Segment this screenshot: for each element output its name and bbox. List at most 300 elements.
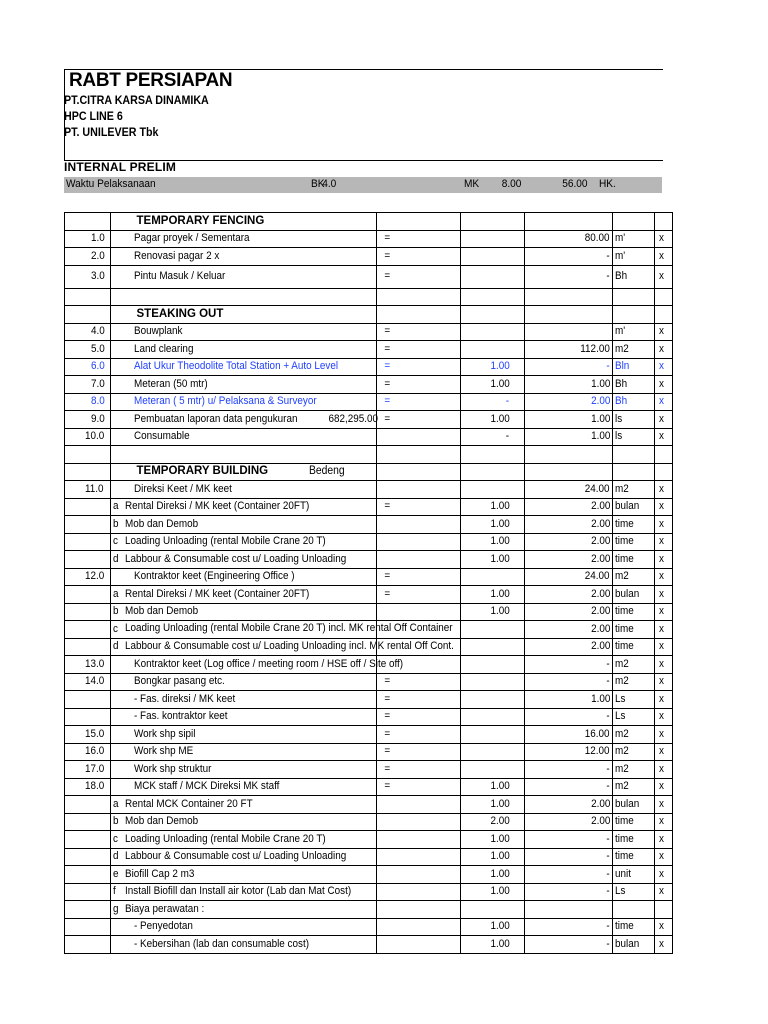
row-number-text: 9.0 <box>90 412 105 425</box>
row-qty <box>461 393 525 411</box>
row-value <box>525 673 613 691</box>
row-unit-text: m2 <box>615 762 629 775</box>
row-unit <box>613 376 655 394</box>
row-number <box>65 533 111 551</box>
row-qty-text: 1.00 <box>490 920 510 933</box>
table-row <box>65 796 673 814</box>
row-multiply <box>655 831 673 849</box>
row-qty <box>461 866 525 884</box>
row-unit-text: m' <box>615 249 626 262</box>
row-sub-letter-text: a <box>113 797 119 810</box>
row-value <box>525 743 613 761</box>
row-description <box>123 446 377 464</box>
row-unit-text: Bln <box>615 360 630 373</box>
row-multiply-text: x <box>659 640 664 653</box>
document-title: RABT PERSIAPAN <box>69 70 233 91</box>
row-description-text: Rental Direksi / MK keet (Container 20FT) <box>124 587 309 600</box>
row-unit <box>613 446 655 464</box>
row-number <box>65 586 111 604</box>
row-value <box>525 265 613 288</box>
row-description <box>123 708 377 726</box>
row-unit-text: m2 <box>615 570 629 583</box>
row-number <box>65 376 111 394</box>
row-value-text: - <box>606 850 610 863</box>
row-description-text: Land clearing <box>133 342 193 355</box>
row-description-text: Biofill Cap 2 m3 <box>124 867 194 880</box>
row-sub-letter <box>111 288 123 306</box>
row-multiply-text: x <box>659 727 664 740</box>
row-equals <box>377 936 461 954</box>
row-unit-text: unit <box>615 867 631 880</box>
row-multiply-text: x <box>659 430 664 443</box>
row-unit-text: Ls <box>615 710 626 723</box>
row-equals <box>377 393 461 411</box>
row-sub-letter-text: b <box>113 815 119 828</box>
row-value <box>525 568 613 586</box>
table-row <box>65 358 673 376</box>
row-qty <box>461 691 525 709</box>
row-number <box>65 288 111 306</box>
row-equals-text: = <box>384 249 391 262</box>
row-multiply <box>655 306 673 324</box>
row-unit-text: time <box>615 815 634 828</box>
row-value <box>525 726 613 744</box>
row-description <box>123 428 377 446</box>
row-sub-letter <box>111 656 123 674</box>
row-unit-text: Bh <box>615 395 628 408</box>
row-equals <box>377 516 461 534</box>
row-value <box>525 230 613 248</box>
row-description-text: Consumable <box>133 430 190 443</box>
row-unit <box>613 708 655 726</box>
row-multiply <box>655 883 673 901</box>
row-number <box>65 831 111 849</box>
row-unit <box>613 481 655 499</box>
row-equals <box>377 726 461 744</box>
row-number <box>65 726 111 744</box>
row-number-text: 18.0 <box>84 780 104 793</box>
row-multiply-text: x <box>659 360 664 373</box>
row-equals-text: = <box>384 325 391 338</box>
row-number <box>65 306 111 324</box>
table-row <box>65 516 673 534</box>
row-unit <box>613 603 655 621</box>
row-value <box>525 463 613 481</box>
row-number <box>65 621 111 639</box>
row-description-text: Install Biofill dan Install air kotor (Lab dan Mat Cost) <box>124 885 351 898</box>
row-unit-text: bulan <box>615 937 640 950</box>
row-sub-letter <box>111 603 123 621</box>
row-description-text: Rental MCK Container 20 FT <box>124 797 253 810</box>
row-description <box>123 248 377 266</box>
table-row <box>65 586 673 604</box>
row-multiply <box>655 796 673 814</box>
row-number <box>65 516 111 534</box>
row-description <box>123 568 377 586</box>
row-description <box>123 883 377 901</box>
row-multiply-text: x <box>659 412 664 425</box>
row-qty-text: 1.00 <box>490 885 510 898</box>
row-description <box>123 288 377 306</box>
table-row <box>65 230 673 248</box>
row-unit <box>613 796 655 814</box>
row-description <box>123 656 403 674</box>
table-row <box>65 673 673 691</box>
row-qty-text: 1.00 <box>490 797 510 810</box>
row-unit <box>613 621 655 639</box>
row-value <box>525 428 613 446</box>
table-row <box>65 761 673 779</box>
row-number-text: 16.0 <box>84 745 104 758</box>
row-unit-text: time <box>615 605 634 618</box>
row-qty <box>461 481 525 499</box>
row-multiply <box>655 481 673 499</box>
row-qty-text: 2.00 <box>490 815 510 828</box>
row-number <box>65 743 111 761</box>
row-value-text: - <box>606 710 610 723</box>
row-qty <box>461 265 525 288</box>
row-number <box>65 428 111 446</box>
row-unit-text: m2 <box>615 342 629 355</box>
row-multiply <box>655 901 673 919</box>
row-sub-letter <box>111 533 123 551</box>
row-description-text: Work shp ME <box>133 745 193 758</box>
row-sub-letter <box>111 831 123 849</box>
row-sub-letter-text: b <box>113 517 119 530</box>
row-sub-letter-text: a <box>113 500 119 513</box>
row-qty <box>461 831 525 849</box>
row-number <box>65 551 111 569</box>
row-description-text: STEAKING OUT <box>136 307 224 320</box>
table-row <box>65 248 673 266</box>
row-sub-letter <box>111 743 123 761</box>
waktu-label: Waktu Pelaksanaan <box>66 178 156 190</box>
row-description-text: MCK staff / MCK Direksi MK staff <box>133 780 279 793</box>
row-value <box>525 691 613 709</box>
row-multiply-text: x <box>659 867 664 880</box>
row-multiply-text: x <box>659 605 664 618</box>
row-multiply-text: x <box>659 710 664 723</box>
row-value-text: - <box>606 920 610 933</box>
project-name: HPC LINE 6 <box>64 111 123 123</box>
row-multiply <box>655 288 673 306</box>
row-multiply-text: x <box>659 517 664 530</box>
row-description-text: Pintu Masuk / Keluar <box>133 270 225 282</box>
row-equals <box>377 341 461 359</box>
row-number <box>65 323 111 341</box>
row-sub-letter <box>111 411 123 429</box>
row-number-text: 13.0 <box>84 657 104 670</box>
row-description <box>123 621 453 639</box>
row-description <box>123 323 377 341</box>
row-unit <box>613 551 655 569</box>
row-multiply <box>655 866 673 884</box>
row-value <box>525 918 613 936</box>
row-description-text: - Kebersihan (lab dan consumable cost) <box>133 937 309 950</box>
mk-unit: MK <box>464 178 480 190</box>
row-qty <box>461 341 525 359</box>
row-qty <box>461 673 525 691</box>
row-description <box>123 831 377 849</box>
row-number <box>65 656 111 674</box>
row-unit-text: Ls <box>615 692 626 705</box>
row-description <box>123 796 377 814</box>
row-value <box>525 516 613 534</box>
row-description <box>123 551 377 569</box>
row-multiply <box>655 516 673 534</box>
row-qty-text: 1.00 <box>490 850 510 863</box>
row-value <box>525 213 613 231</box>
row-value <box>525 393 613 411</box>
row-description <box>123 638 454 656</box>
row-multiply-text: x <box>659 762 664 775</box>
row-description <box>123 411 377 429</box>
row-qty <box>461 638 525 656</box>
row-multiply <box>655 638 673 656</box>
row-unit-text: m2 <box>615 675 629 688</box>
row-multiply <box>655 848 673 866</box>
row-unit <box>613 393 655 411</box>
client-name: PT. UNILEVER Tbk <box>64 127 159 139</box>
row-sub-letter <box>111 213 123 231</box>
row-value <box>525 446 613 464</box>
row-qty <box>461 213 525 231</box>
row-sub-letter <box>111 708 123 726</box>
row-multiply <box>655 691 673 709</box>
table-row <box>65 498 673 516</box>
table-row <box>65 743 673 761</box>
row-multiply <box>655 936 673 954</box>
row-sub-letter <box>111 813 123 831</box>
row-equals <box>377 376 461 394</box>
row-sub-letter <box>111 761 123 779</box>
row-multiply <box>655 568 673 586</box>
row-multiply-text: x <box>659 745 664 758</box>
row-sub-letter <box>111 498 123 516</box>
row-equals-text: = <box>384 395 391 408</box>
row-number-text: 8.0 <box>90 395 105 408</box>
row-value-text: 80.00 <box>585 232 610 245</box>
row-equals-text: = <box>384 745 391 758</box>
row-description-text: Mob dan Demob <box>124 517 198 530</box>
row-multiply <box>655 533 673 551</box>
row-number <box>65 463 111 481</box>
table-row <box>65 656 673 674</box>
row-value <box>525 498 613 516</box>
row-unit <box>613 306 655 324</box>
row-equals-text: = <box>384 675 391 688</box>
row-equals-text: = <box>384 412 391 425</box>
row-unit-text: m2 <box>615 780 629 793</box>
row-value <box>525 481 613 499</box>
row-multiply-text: x <box>659 552 664 565</box>
row-value-text: 2.00 <box>590 622 610 635</box>
table-row <box>65 813 673 831</box>
row-qty <box>461 586 525 604</box>
row-value-text: 1.00 <box>590 377 610 390</box>
row-equals <box>377 813 461 831</box>
row-qty <box>461 726 525 744</box>
row-description <box>123 866 377 884</box>
row-multiply-text: x <box>659 832 664 845</box>
row-number <box>65 411 111 429</box>
row-qty-text: 1.00 <box>490 605 510 618</box>
row-qty <box>461 358 525 376</box>
table-row <box>65 691 673 709</box>
row-unit <box>613 866 655 884</box>
row-equals <box>377 481 461 499</box>
row-value <box>525 551 613 569</box>
row-unit-text: ls <box>615 430 623 443</box>
row-qty-text: 1.00 <box>490 535 510 548</box>
row-description-text: TEMPORARY FENCING <box>136 214 265 227</box>
row-description <box>123 848 377 866</box>
row-equals-text: = <box>384 232 391 245</box>
row-qty-text: 1.00 <box>490 412 510 425</box>
row-equals-text: = <box>384 270 391 282</box>
row-multiply-text: x <box>659 657 664 670</box>
row-unit-text: time <box>615 640 634 653</box>
row-multiply <box>655 428 673 446</box>
row-number <box>65 936 111 954</box>
row-number-text: 7.0 <box>90 377 105 390</box>
row-equals <box>377 743 461 761</box>
row-sub-letter <box>111 463 123 481</box>
row-equals-text: = <box>384 500 391 513</box>
row-unit <box>613 428 655 446</box>
row-equals <box>377 796 461 814</box>
row-value-text: - <box>606 867 610 880</box>
row-description-text: Kontraktor keet (Log office / meeting room / HSE off / Site off) <box>133 657 403 670</box>
row-multiply <box>655 656 673 674</box>
row-description <box>123 516 377 534</box>
row-equals <box>377 831 461 849</box>
row-extra-value: Bedeng <box>308 465 345 478</box>
row-multiply <box>655 411 673 429</box>
row-description-text: Mob dan Demob <box>124 815 198 828</box>
row-description-text: Meteran (50 mtr) <box>133 377 208 390</box>
row-description-text: Pembuatan laporan data pengukuran <box>133 412 297 425</box>
row-multiply-text: x <box>659 342 664 355</box>
row-description-text: Pagar proyek / Sementara <box>133 232 250 245</box>
row-sub-letter-text: d <box>113 552 119 565</box>
row-number <box>65 603 111 621</box>
row-number <box>65 796 111 814</box>
row-unit-text: time <box>615 552 634 565</box>
row-qty <box>461 656 525 674</box>
hk-unit: HK. <box>599 178 616 190</box>
row-number <box>65 498 111 516</box>
row-value <box>525 323 613 341</box>
row-description <box>123 586 377 604</box>
row-equals <box>377 673 461 691</box>
row-description-text: Rental Direksi / MK keet (Container 20FT) <box>124 500 309 513</box>
row-description <box>123 230 377 248</box>
row-sub-letter <box>111 726 123 744</box>
row-equals <box>377 288 461 306</box>
row-unit <box>613 213 655 231</box>
row-number <box>65 358 111 376</box>
cost-table <box>64 212 673 954</box>
bk-value: 4.0 <box>321 178 336 190</box>
row-unit <box>613 358 655 376</box>
row-description <box>123 213 377 231</box>
row-sub-letter <box>111 638 123 656</box>
table-row <box>65 428 673 446</box>
row-description <box>123 673 377 691</box>
row-description-text: - Fas. kontraktor keet <box>133 710 228 723</box>
row-multiply-text: x <box>659 535 664 548</box>
table-row <box>65 446 673 464</box>
row-description <box>123 813 377 831</box>
row-qty <box>461 533 525 551</box>
row-value <box>525 848 613 866</box>
row-sub-letter-text: d <box>113 850 119 863</box>
waktu-pelaksanaan-bar <box>64 177 662 193</box>
row-description-text: Bouwplank <box>133 325 182 338</box>
row-value-text: 2.00 <box>590 587 610 600</box>
row-extra-value: 682,295.00 <box>328 412 378 425</box>
row-qty-text: 1.00 <box>490 360 510 373</box>
row-number <box>65 848 111 866</box>
row-sub-letter <box>111 691 123 709</box>
row-sub-letter <box>111 230 123 248</box>
row-sub-letter-text: c <box>113 832 118 845</box>
row-value <box>525 708 613 726</box>
row-unit-text: time <box>615 517 634 530</box>
row-unit <box>613 288 655 306</box>
row-qty <box>461 918 525 936</box>
row-multiply <box>655 918 673 936</box>
row-unit-text: Bh <box>615 377 628 390</box>
row-description <box>123 778 377 796</box>
row-description-text: Mob dan Demob <box>124 605 198 618</box>
row-qty <box>461 813 525 831</box>
row-value-text: - <box>606 360 610 373</box>
row-equals <box>377 551 461 569</box>
row-unit-text: bulan <box>615 500 640 513</box>
row-description <box>123 265 377 288</box>
row-multiply <box>655 586 673 604</box>
row-number <box>65 691 111 709</box>
row-qty <box>461 568 525 586</box>
row-sub-letter <box>111 376 123 394</box>
row-description <box>123 463 377 481</box>
row-description <box>123 341 377 359</box>
row-number-text: 11.0 <box>85 482 104 495</box>
row-unit-text: time <box>615 622 634 635</box>
row-number <box>65 673 111 691</box>
row-qty <box>461 323 525 341</box>
row-number <box>65 708 111 726</box>
row-equals <box>377 248 461 266</box>
row-sub-letter <box>111 621 123 639</box>
row-unit <box>613 230 655 248</box>
row-sub-letter <box>111 796 123 814</box>
row-multiply-text: x <box>659 270 664 282</box>
row-qty-text: - <box>506 430 510 443</box>
row-description-text: Work shp sipil <box>133 727 195 740</box>
row-sub-letter <box>111 481 123 499</box>
row-value <box>525 621 613 639</box>
row-value-text: - <box>606 885 610 898</box>
row-description-text: Renovasi pagar 2 x <box>133 249 219 262</box>
row-equals-text: = <box>384 360 391 373</box>
row-unit <box>613 463 655 481</box>
row-unit <box>613 586 655 604</box>
row-qty-text: 1.00 <box>490 937 510 950</box>
row-equals <box>377 213 461 231</box>
